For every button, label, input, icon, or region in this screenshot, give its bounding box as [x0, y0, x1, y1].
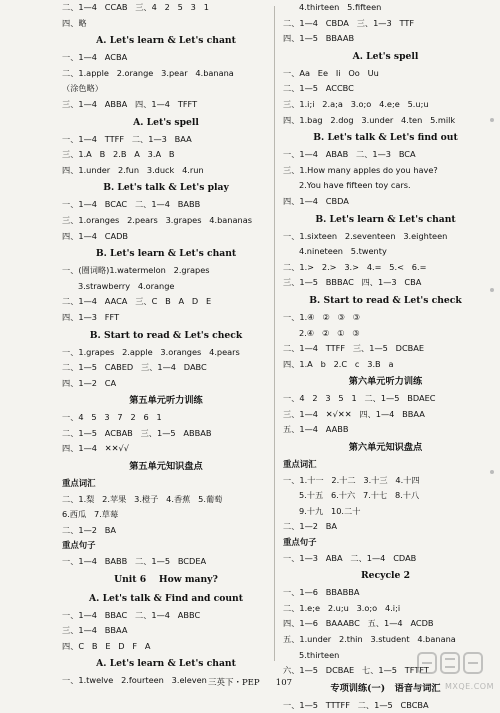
left-section-heading: Unit 6 How many? [114, 573, 218, 585]
left-answer-line: 一、1.twelve 2.fourteen 3.eleven [62, 675, 207, 686]
right-answer-line: 四、1.A b 2.C c 3.B a [283, 358, 394, 369]
right-answer-line: 六、1—5 DCBAE 七、1—5 TFTFT [283, 665, 429, 676]
left-answer-line: 一、1—4 ACBA [62, 52, 128, 63]
watermark-text: MXQE.COM [444, 682, 494, 691]
left-answer-line: 三、1.oranges 2.pears 3.grapes 4.bananas [62, 214, 252, 225]
left-answer-line: 二、1—4 AACA 三、C B A D E [62, 296, 212, 307]
right-answer-line: 一、1—3 ABA 二、1—4 CDAB [283, 552, 417, 563]
left-section-heading: A. Let's spell [133, 116, 199, 128]
right-section-heading: 第六单元听力训练 [348, 376, 423, 388]
page-footer: 三英下・PEP 107 [207, 678, 293, 688]
binding-dot [490, 288, 494, 292]
right-answer-line: 一、4 2 3 5 1 二、1—5 BDAEC [283, 393, 436, 404]
left-answer-line: 一、1—4 BCAC 二、1—4 BABB [62, 199, 201, 210]
right-answer-line: 二、1—4 CBDA 三、1—3 TTF [283, 17, 415, 28]
right-section-heading: 专项训练(一) 语音与词汇 [330, 682, 441, 694]
left-answer-line: 一、1—4 BBAC 二、1—4 ABBC [62, 609, 201, 620]
right-answer-line: 9.十九 10.二十 [299, 505, 361, 516]
left-answer-line: 二、1.apple 2.orange 3.pear 4.banana [62, 67, 234, 78]
left-answer-line: 二、1—5 CABED 三、1—4 DABC [62, 362, 207, 373]
left-answer-line: 一、1.grapes 2.apple 3.oranges 4.pears [62, 346, 240, 357]
left-answer-line: 四、1.under 2.fun 3.duck 4.run [62, 164, 204, 175]
right-answer-line: 二、1—2 BA [283, 521, 338, 532]
right-column [283, 0, 488, 713]
left-answer-line: 一、(圈词略)1.watermelon 2.grapes [62, 265, 210, 276]
left-answer-line: 二、1.梨 2.苹果 3.橙子 4.香蕉 5.葡萄 [62, 493, 223, 504]
left-answer-line: 一、1—4 TTFF 二、1—3 BAA [62, 133, 192, 144]
right-section-heading: B. Start to read & Let's check [309, 294, 462, 306]
right-section-heading: 第六单元知识盘点 [348, 442, 423, 454]
left-answer-line: 四、1—4 ✕✕√√ [62, 443, 129, 454]
left-answer-line: 三、1.A B 2.B A 3.A B [62, 149, 175, 160]
left-answer-line: （涂色略） [62, 83, 103, 94]
left-section-heading: A. Let's learn & Let's chant [96, 658, 236, 670]
right-answer-line: 2.You have fifteen toy cars. [299, 180, 411, 191]
left-subheading: 重点词汇 [62, 478, 96, 489]
left-answer-line: 二、1—5 ACBAB 三、1—5 ABBAB [62, 427, 212, 438]
right-answer-line: 一、1—4 ABAB 二、1—3 BCA [283, 149, 416, 160]
watermark-stamp-icon [414, 649, 494, 679]
right-answer-line: 二、1—4 TTFF 三、1—5 DCBAE [283, 343, 425, 354]
left-section-heading: 第五单元听力训练 [129, 395, 203, 407]
left-section-heading: B. Let's learn & Let's chant [95, 248, 237, 260]
right-answer-line: 二、1—5 ACCBC [283, 83, 354, 94]
left-answer-line: 四、1—4 CADB [62, 230, 129, 241]
left-answer-line: 一、4 5 3 7 2 6 1 [62, 412, 162, 423]
right-answer-line: 二、1.> 2.> 3.> 4.= 5.< 6.= [283, 261, 427, 272]
binding-dot [490, 118, 494, 122]
right-answer-line: 2.④ ② ① ③ [299, 327, 360, 338]
right-section-heading: Recycle 2 [361, 570, 410, 582]
right-answer-line: 三、1—5 BBBAC 四、1—3 CBA [283, 277, 422, 288]
right-answer-line: 一、1.④ ② ③ ③ [283, 311, 360, 322]
right-answer-line: 二、1.e;e 2.u;u 3.o;o 4.i;i [283, 602, 401, 613]
right-answer-line: 一、1—6 BBABBA [283, 587, 360, 598]
left-answer-line: 6.西瓜 7.草莓 [62, 509, 119, 520]
binding-dot [490, 470, 494, 474]
left-answer-line: 四、1—2 CA [62, 377, 117, 388]
left-answer-line: 四、1—3 FFT [62, 311, 120, 322]
right-answer-line: 一、1.十一 2.十二 3.十三 4.十四 [283, 474, 420, 485]
left-answer-line: 四、C B E D F A [62, 640, 151, 651]
left-section-heading: A. Let's learn & Let's chant [96, 35, 236, 47]
left-answer-line: 二、1—4 CCAB 三、4 2 5 3 1 [62, 2, 209, 12]
right-answer-line: 四、1.bag 2.dog 3.under 4.ten 5.milk [283, 114, 456, 125]
right-subheading: 重点词汇 [283, 459, 317, 470]
left-section-heading: B. Start to read & Let's check [89, 329, 243, 341]
column-divider [274, 6, 275, 661]
right-answer-line: 一、1—5 TTTFF 二、1—5 CBCBA [283, 699, 429, 710]
right-subheading: 重点句子 [283, 537, 317, 548]
right-answer-line: 四、1—4 CBDA [283, 195, 349, 206]
right-answer-line: 5.thirteen [299, 649, 340, 660]
left-column [62, 0, 270, 689]
right-section-heading: A. Let's spell [352, 50, 419, 62]
right-answer-line: 四、1—5 BBAAB [283, 33, 355, 44]
left-answer-line: 二、1—2 BA [62, 524, 117, 535]
right-answer-line: 五、1.under 2.thin 3.student 4.banana [283, 634, 456, 644]
right-answer-line: 一、1.sixteen 2.seventeen 3.eighteen [283, 230, 448, 241]
right-answer-line: 一、Aa Ee Ii Oo Uu [283, 67, 379, 78]
left-answer-line: 一、1—4 BABB 二、1—5 BCDEA [62, 556, 207, 567]
left-answer-line: 三、1—4 ABBA 四、1—4 TFFT [62, 98, 198, 109]
left-answer-line: 三、1—4 BBAA [62, 625, 128, 636]
right-answer-line: 五、1—4 AABB [283, 424, 349, 435]
right-answer-line: 四、1—6 BAAABC 五、1—4 ACDB [283, 618, 434, 629]
right-answer-line: 三、1—4 ✕√✕✕ 四、1—4 BBAA [283, 408, 425, 419]
left-section-heading: 第五单元知识盘点 [129, 461, 203, 473]
right-section-heading: B. Let's talk & Let's find out [313, 132, 458, 144]
right-answer-line: 4.nineteen 5.twenty [299, 246, 387, 257]
left-section-heading: B. Let's talk & Let's play [103, 182, 229, 194]
right-answer-line: 三、1.How many apples do you have? [283, 164, 438, 175]
left-answer-line: 3.strawberry 4.orange [78, 280, 175, 291]
watermark-logo [414, 649, 494, 691]
right-answer-line: 4.thirteen 5.fifteen [299, 2, 382, 12]
left-subheading: 重点句子 [62, 540, 96, 551]
right-answer-line: 5.十五 6.十六 7.十七 8.十八 [299, 490, 420, 501]
left-section-heading: A. Let's talk & Find and count [89, 592, 243, 604]
left-answer-line: 四、略 [62, 17, 87, 28]
right-answer-line: 三、1.i;i 2.a;a 3.o;o 4.e;e 5.u;u [283, 98, 429, 109]
right-section-heading: B. Let's learn & Let's chant [315, 213, 456, 225]
